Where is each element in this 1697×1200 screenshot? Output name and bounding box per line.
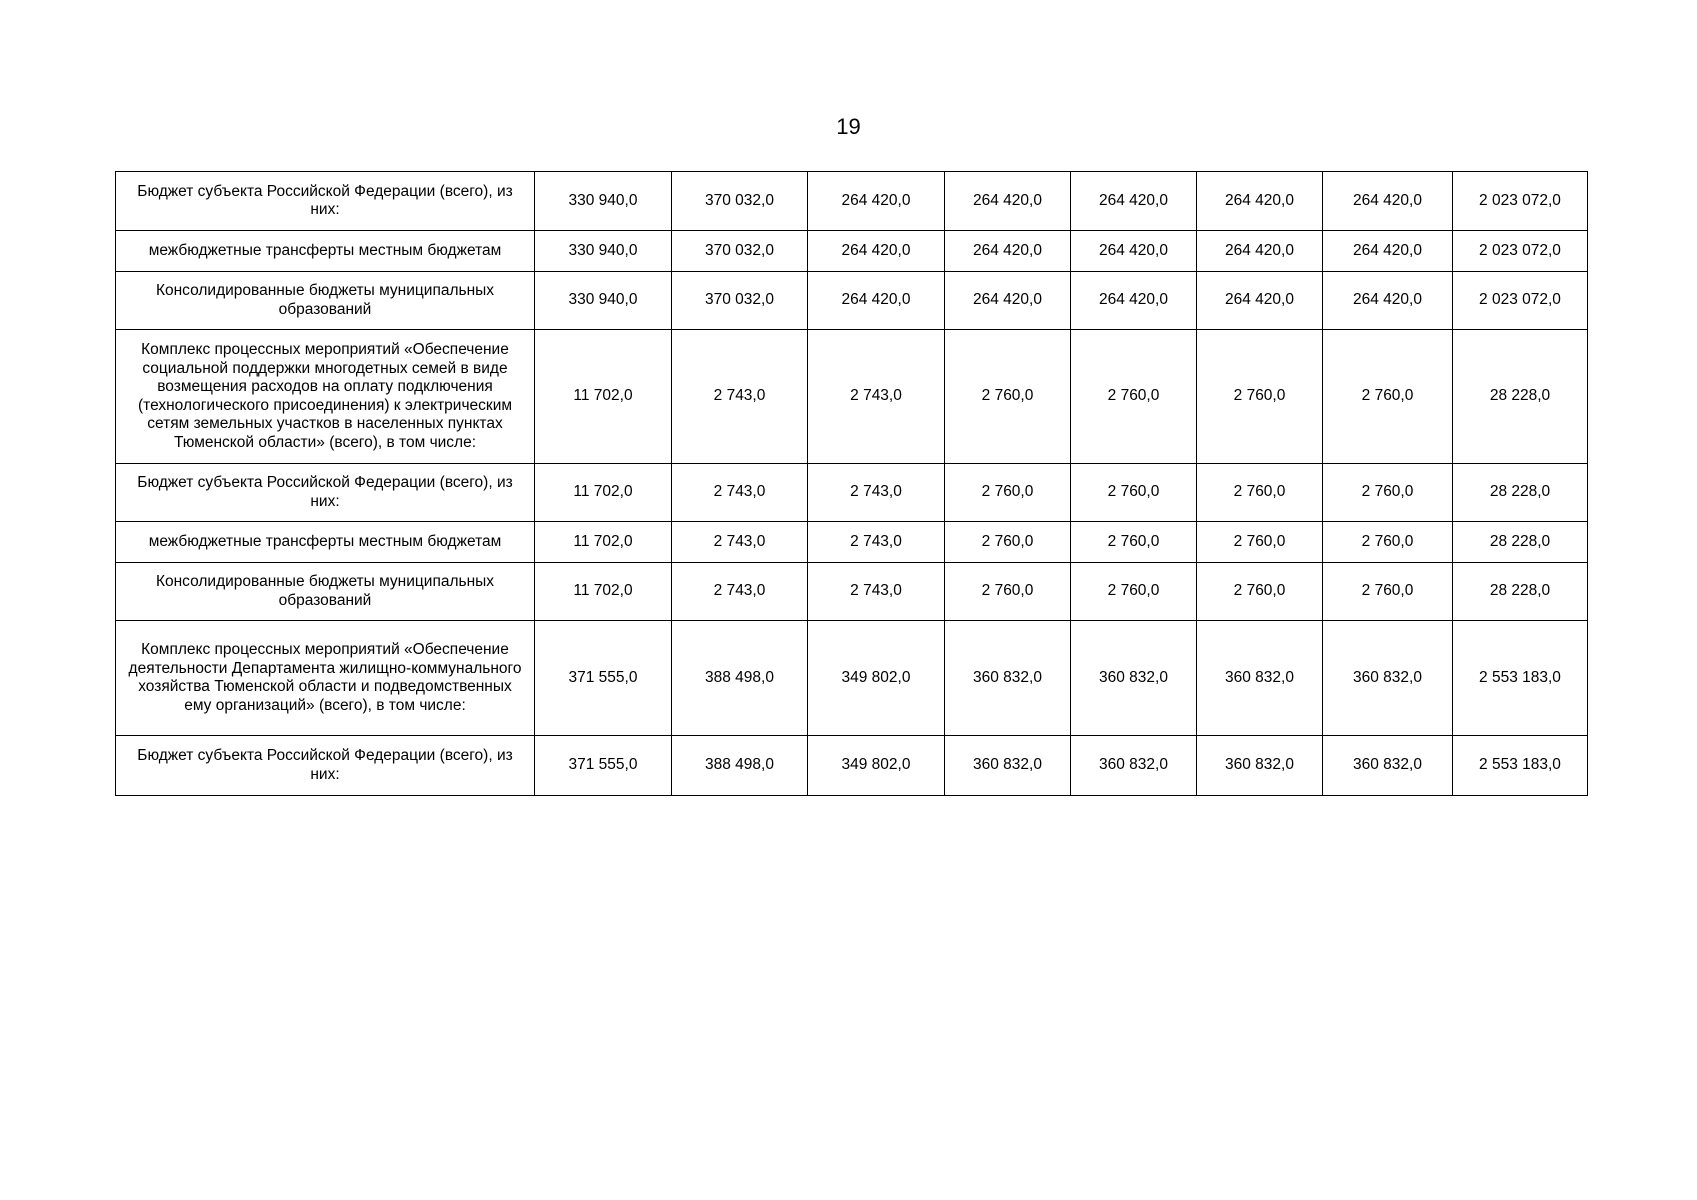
value-cell: 2 743,0 — [808, 330, 945, 464]
row-label: Комплекс процессных мероприятий «Обеспечение социальной поддержки многодетных семей в виде возмещения расходов на оплату подключения (технологического присоединения) к электрическим сетям земельных участков в населенных пунктах Тюменской области» (всего), в том числе: — [116, 330, 535, 464]
table-row — [116, 522, 1588, 563]
value-cell: 2 760,0 — [1071, 522, 1197, 563]
value-cell: 2 743,0 — [672, 464, 808, 522]
value-cell: 2 760,0 — [945, 464, 1071, 522]
value-cell: 2 760,0 — [1323, 464, 1453, 522]
value-cell: 264 420,0 — [945, 272, 1071, 330]
row-label: Бюджет субъекта Российской Федерации (всего), из них: — [116, 464, 535, 522]
value-cell: 2 760,0 — [1071, 464, 1197, 522]
value-cell: 264 420,0 — [808, 272, 945, 330]
value-cell: 2 760,0 — [945, 330, 1071, 464]
value-cell: 11 702,0 — [535, 563, 672, 621]
value-cell: 2 760,0 — [1197, 464, 1323, 522]
table-row — [116, 330, 1588, 464]
value-cell: 264 420,0 — [1323, 231, 1453, 272]
value-cell: 264 420,0 — [1323, 272, 1453, 330]
row-label: Консолидированные бюджеты муниципальных образований — [116, 272, 535, 330]
value-cell: 360 832,0 — [1323, 736, 1453, 796]
value-cell: 2 760,0 — [1323, 330, 1453, 464]
value-cell: 264 420,0 — [808, 231, 945, 272]
budget-table — [115, 171, 1588, 796]
total-value-cell: 28 228,0 — [1453, 522, 1588, 563]
value-cell: 2 743,0 — [808, 464, 945, 522]
value-cell: 370 032,0 — [672, 272, 808, 330]
table-row — [116, 621, 1588, 736]
value-cell: 2 743,0 — [672, 522, 808, 563]
value-cell: 11 702,0 — [535, 522, 672, 563]
value-cell: 2 760,0 — [945, 563, 1071, 621]
total-value-cell: 2 023 072,0 — [1453, 231, 1588, 272]
value-cell: 264 420,0 — [1071, 272, 1197, 330]
value-cell: 2 760,0 — [1197, 522, 1323, 563]
value-cell: 360 832,0 — [1071, 621, 1197, 736]
row-label: Бюджет субъекта Российской Федерации (всего), из них: — [116, 736, 535, 796]
value-cell: 388 498,0 — [672, 621, 808, 736]
value-cell: 388 498,0 — [672, 736, 808, 796]
row-label: межбюджетные трансферты местным бюджетам — [116, 522, 535, 563]
value-cell: 264 420,0 — [1197, 272, 1323, 330]
value-cell: 11 702,0 — [535, 464, 672, 522]
value-cell: 360 832,0 — [945, 736, 1071, 796]
value-cell: 349 802,0 — [808, 736, 945, 796]
table-row — [116, 736, 1588, 796]
value-cell: 360 832,0 — [1323, 621, 1453, 736]
budget-table-body — [116, 172, 1588, 796]
value-cell: 264 420,0 — [945, 231, 1071, 272]
row-label: Консолидированные бюджеты муниципальных образований — [116, 563, 535, 621]
table-row — [116, 563, 1588, 621]
value-cell: 330 940,0 — [535, 272, 672, 330]
value-cell: 349 802,0 — [808, 621, 945, 736]
table-row — [116, 231, 1588, 272]
total-value-cell: 28 228,0 — [1453, 464, 1588, 522]
total-value-cell: 2 023 072,0 — [1453, 272, 1588, 330]
value-cell: 264 420,0 — [1071, 172, 1197, 231]
value-cell: 2 760,0 — [1197, 563, 1323, 621]
value-cell: 371 555,0 — [535, 621, 672, 736]
value-cell: 2 760,0 — [1071, 330, 1197, 464]
value-cell: 330 940,0 — [535, 231, 672, 272]
value-cell: 264 420,0 — [945, 172, 1071, 231]
value-cell: 2 743,0 — [808, 563, 945, 621]
value-cell: 264 420,0 — [1197, 231, 1323, 272]
total-value-cell: 28 228,0 — [1453, 563, 1588, 621]
total-value-cell: 28 228,0 — [1453, 330, 1588, 464]
row-label: Комплекс процессных мероприятий «Обеспечение деятельности Департамента жилищно-коммунального хозяйства Тюменской области и подведомственных ему организаций» (всего), в том числе: — [116, 621, 535, 736]
value-cell: 360 832,0 — [1071, 736, 1197, 796]
value-cell: 264 420,0 — [808, 172, 945, 231]
value-cell: 2 760,0 — [1071, 563, 1197, 621]
table-row — [116, 464, 1588, 522]
total-value-cell: 2 553 183,0 — [1453, 621, 1588, 736]
value-cell: 371 555,0 — [535, 736, 672, 796]
value-cell: 360 832,0 — [1197, 621, 1323, 736]
table-row — [116, 172, 1588, 231]
value-cell: 264 420,0 — [1197, 172, 1323, 231]
value-cell: 360 832,0 — [1197, 736, 1323, 796]
total-value-cell: 2 553 183,0 — [1453, 736, 1588, 796]
row-label: межбюджетные трансферты местным бюджетам — [116, 231, 535, 272]
page-number: 19 — [836, 114, 861, 139]
value-cell: 2 760,0 — [945, 522, 1071, 563]
value-cell: 264 420,0 — [1071, 231, 1197, 272]
value-cell: 2 760,0 — [1323, 522, 1453, 563]
table-row — [116, 272, 1588, 330]
value-cell: 264 420,0 — [1323, 172, 1453, 231]
value-cell: 360 832,0 — [945, 621, 1071, 736]
value-cell: 2 743,0 — [672, 563, 808, 621]
value-cell: 2 760,0 — [1197, 330, 1323, 464]
total-value-cell: 2 023 072,0 — [1453, 172, 1588, 231]
value-cell: 370 032,0 — [672, 172, 808, 231]
value-cell: 330 940,0 — [535, 172, 672, 231]
row-label: Бюджет субъекта Российской Федерации (всего), из них: — [116, 172, 535, 231]
value-cell: 2 743,0 — [672, 330, 808, 464]
value-cell: 2 743,0 — [808, 522, 945, 563]
value-cell: 370 032,0 — [672, 231, 808, 272]
value-cell: 2 760,0 — [1323, 563, 1453, 621]
value-cell: 11 702,0 — [535, 330, 672, 464]
